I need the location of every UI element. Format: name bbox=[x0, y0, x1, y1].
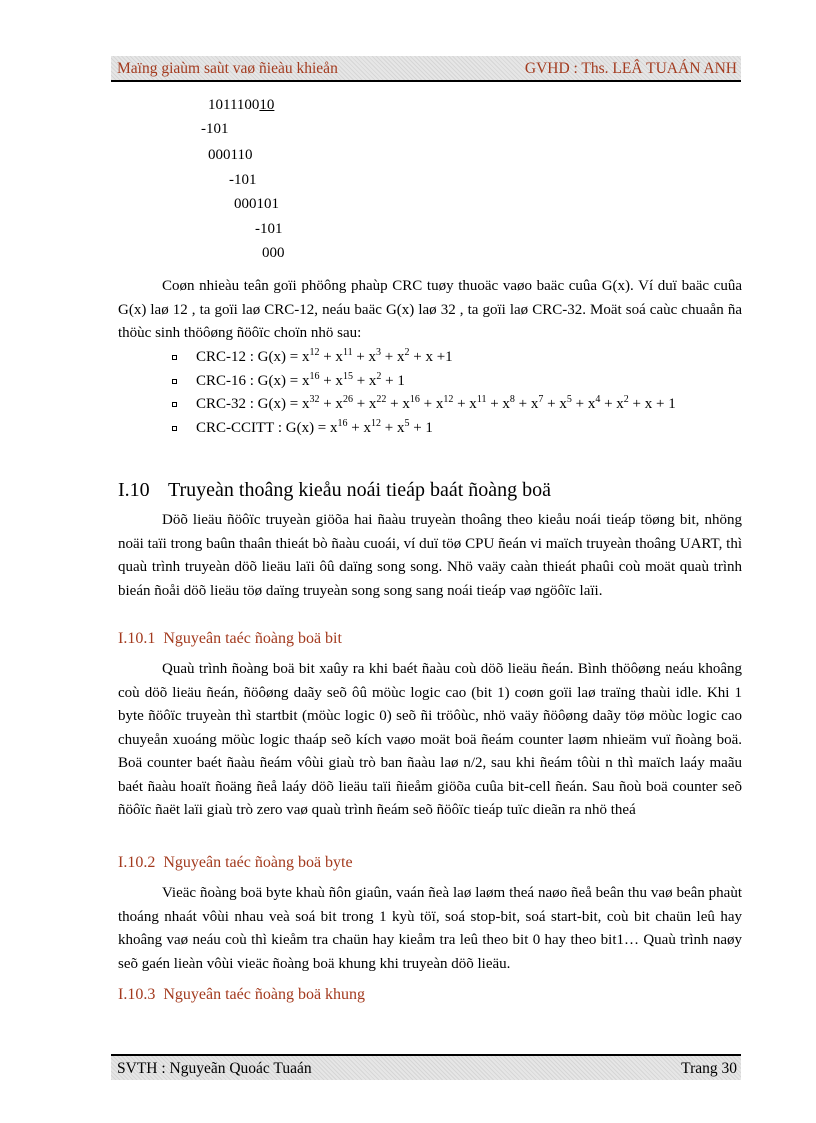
footer-author: SVTH : Nguyeãn Quoác Tuaán bbox=[117, 1060, 312, 1077]
crc-polynomial-list bbox=[170, 346, 742, 440]
header-supervisor: GVHD : Ths. LEÂ TUAÁN ANH bbox=[524, 60, 737, 77]
calc-line-1: 101110010 bbox=[208, 97, 275, 113]
page-header bbox=[111, 56, 741, 82]
calc-line-6: -101 bbox=[255, 221, 283, 237]
calc-line-4: -101 bbox=[229, 172, 257, 188]
paragraph-byte-sync: Vieäc ñoàng boä byte khaù ñôn giaûn, vaán ñeà laø laøm theá naøo ñeå beân thu vaø beân phaùt thoáng nhaát vôùi nhau veà soá bit trong 1 kyù töï, soá stop-bit, soá start-bit, coù bit chaün leû hay khoâng vaø neáu coù thì kieåm tra chaün hay kieåm tra leû theo bit 0 hay theo bit1… Quaù trình naøy seõ gaén lieàn vôùi vieäc ñoàng boä khung khi truyeàn döõ lieäu. bbox=[118, 885, 742, 972]
header-title: Maïng giaùm saùt vaø ñieàu khieån bbox=[117, 60, 338, 77]
square-bullet-icon bbox=[172, 426, 177, 431]
calc-line-2: -101 bbox=[201, 121, 229, 137]
paragraph-async-transfer: Döõ lieäu ñöôïc truyeàn giöõa hai ñaàu truyeàn thoâng theo kieåu noái tieáp töøng bit, nhöng noäi taïi trong baûn thaân thieát bò ñaàu cuoái, ví duï töø CPU ñeán vi maïch truyeàn thoâng UART, thì quaù trình truyeàn döõ lieäu laïi ôû daïng song song. Nhö vaäy caàn thieát phaûi coù moät quaù trình bieán ñoåi döõ lieäu töø daïng truyeàn song song sang noái tieáp vaø ngöôïc laïi. bbox=[118, 512, 742, 599]
paragraph-crc-names: Coøn nhieàu teân goïi phöông phaùp CRC tuøy thuoäc vaøo baäc cuûa G(x). Ví duï baäc cuûa G(x) laø 12 , ta goïi laø CRC-12, neáu baäc G(x) laø 32 , ta goïi laø CRC-32. Moät soá caùc chuaån ña thöùc sinh thöôøng ñöôïc choïn nhö sau: bbox=[118, 278, 742, 341]
calc-line-7: 000 bbox=[262, 245, 285, 261]
section-heading-i10: I.10 Truyeàn thoâng kieåu noái tieáp baát ñoàng boä bbox=[118, 479, 552, 501]
list-item-crc16: CRC-16 : $G(x) = x^{16} + x^{15} + x^2 + 1$ bbox=[170, 370, 742, 394]
square-bullet-icon bbox=[172, 379, 177, 384]
calc-line-3: 000110 bbox=[208, 147, 253, 163]
list-item-crc12: CRC-12 : $G(x) = x^{12} + x^{11} + x^3 + x^2 + x +1$ bbox=[170, 346, 742, 370]
square-bullet-icon bbox=[172, 355, 177, 360]
calc-line-5: 000101 bbox=[234, 196, 279, 212]
list-item-crc-ccitt: CRC-CCITT : $G(x) = x^{16} + x^{12} + x^5 + 1$ bbox=[170, 417, 742, 441]
page-footer bbox=[111, 1054, 741, 1080]
square-bullet-icon bbox=[172, 402, 177, 407]
section-heading-i10-3: I.10.3 Nguyeân taéc ñoàng boä khung bbox=[118, 986, 366, 1003]
list-item-crc32: CRC-32 : $G(x) = x^{32} + x^{26} + x^{22} + x^{16} + x^{12} + x^{11} + x^8 + x^7 + x^5 + x^4 + x^2 + x + 1$ bbox=[170, 393, 742, 417]
paragraph-bit-sync: Quaù trình ñoàng boä bit xaûy ra khi baét ñaàu coù döõ lieäu ñeán. Bình thöôøng neáu khoâng coù döõ lieäu ñeán, ñöôøng daãy seõ ôû möùc logic cao (bit 1) coøn goïi laø traïng thaùi idle. Khi 1 byte ñöôïc truyeàn thì startbit (möùc logic 0) seõ ñi tröôùc, nhö vaäy ñöôøng daãy töø möùc logic cao chuyeån xuoáng möùc logic thaáp seõ kích vaøo moät boä ñeám counter laøm nhieäm vuï ñoàng boä. Boä counter baét ñaàu ñeám vôùi giaù trò ban ñaàu laø n/2, sau khi ñeám tôùi n thì maïch laáy maãu baét ñaàu hoaït ñoäng ñeå laáy döõ lieäu taïi ñieåm giöõa cuûa bit-cell ñeán. Sau ñoù boä counter seõ ñöôïc ñaët laïi giaù trò zero vaø quaù trình ñeám seõ ñöôïc tieáp tuïc dieãn ra nhö theá bbox=[118, 661, 742, 818]
page-number: Trang 30 bbox=[681, 1060, 737, 1077]
section-heading-i10-2: I.10.2 Nguyeân taéc ñoàng boä byte bbox=[118, 854, 353, 871]
section-heading-i10-1: I.10.1 Nguyeân taéc ñoàng boä bit bbox=[118, 630, 342, 647]
